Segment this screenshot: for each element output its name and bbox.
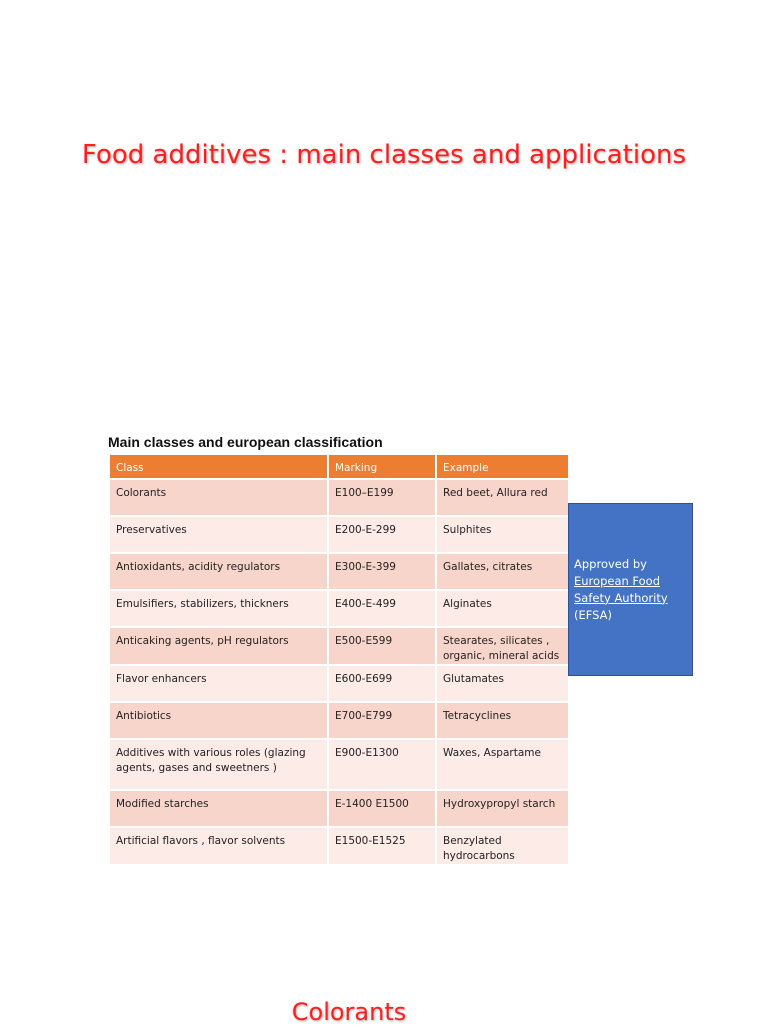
cell-example: Tetracyclines bbox=[436, 702, 568, 739]
efsa-link[interactable]: European Food Safety Authority bbox=[574, 573, 668, 605]
cell-class: Additives with various roles (glazing agents, gases and sweetners ) bbox=[110, 739, 328, 790]
efsa-approval-box bbox=[568, 503, 693, 676]
cell-marking: E400-E-499 bbox=[328, 590, 436, 627]
cell-example: Gallates, citrates bbox=[436, 553, 568, 590]
cell-class: Anticaking agents, pH regulators bbox=[110, 627, 328, 665]
table-row bbox=[110, 665, 568, 702]
cell-class: Emulsifiers, stabilizers, thickners bbox=[110, 590, 328, 627]
cell-class: Antibiotics bbox=[110, 702, 328, 739]
table-heading: Main classes and european classification bbox=[108, 434, 383, 450]
cell-example: Hydroxypropyl starch bbox=[436, 790, 568, 827]
cell-example: Sulphites bbox=[436, 516, 568, 553]
cell-example: Glutamates bbox=[436, 665, 568, 702]
column-header-class: Class bbox=[110, 455, 328, 479]
table-row bbox=[110, 739, 568, 790]
column-header-marking: Marking bbox=[328, 455, 436, 479]
table-row bbox=[110, 790, 568, 827]
table-row bbox=[110, 553, 568, 590]
table-row bbox=[110, 516, 568, 553]
additives-table bbox=[110, 455, 568, 864]
cell-example: Red beet, Allura red bbox=[436, 479, 568, 516]
cell-example: Benzylated hydrocarbons bbox=[436, 827, 568, 864]
cell-class: Antioxidants, acidity regulators bbox=[110, 553, 328, 590]
cell-example: Alginates bbox=[436, 590, 568, 627]
additives-table-container bbox=[110, 455, 568, 864]
cell-marking: E700-E799 bbox=[328, 702, 436, 739]
efsa-text bbox=[574, 556, 688, 624]
cell-class: Preservatives bbox=[110, 516, 328, 553]
cell-example: Stearates, silicates , organic, mineral acids bbox=[436, 627, 568, 665]
cell-marking: E300-E-399 bbox=[328, 553, 436, 590]
cell-class: Modified starches bbox=[110, 790, 328, 827]
cell-marking: E900-E1300 bbox=[328, 739, 436, 790]
cell-marking: E100–E199 bbox=[328, 479, 436, 516]
cell-marking: E600-E699 bbox=[328, 665, 436, 702]
cell-class: Artificial flavors , flavor solvents bbox=[110, 827, 328, 864]
efsa-approved-by: Approved by bbox=[574, 556, 647, 571]
cell-class: Colorants bbox=[110, 479, 328, 516]
table-row bbox=[110, 590, 568, 627]
column-header-example: Example bbox=[436, 455, 568, 479]
cell-class: Flavor enhancers bbox=[110, 665, 328, 702]
slide-title: Food additives : main classes and applications bbox=[81, 140, 687, 170]
cell-example: Waxes, Aspartame bbox=[436, 739, 568, 790]
cell-marking: E200-E-299 bbox=[328, 516, 436, 553]
efsa-suffix: (EFSA) bbox=[574, 607, 613, 622]
table-row bbox=[110, 627, 568, 665]
table-row bbox=[110, 479, 568, 516]
table-row bbox=[110, 827, 568, 864]
next-slide-title: Colorants bbox=[291, 998, 407, 1026]
cell-marking: E1500-E1525 bbox=[328, 827, 436, 864]
cell-marking: E500-E599 bbox=[328, 627, 436, 665]
table-header-row bbox=[110, 455, 568, 479]
table-row bbox=[110, 702, 568, 739]
cell-marking: E-1400 E1500 bbox=[328, 790, 436, 827]
